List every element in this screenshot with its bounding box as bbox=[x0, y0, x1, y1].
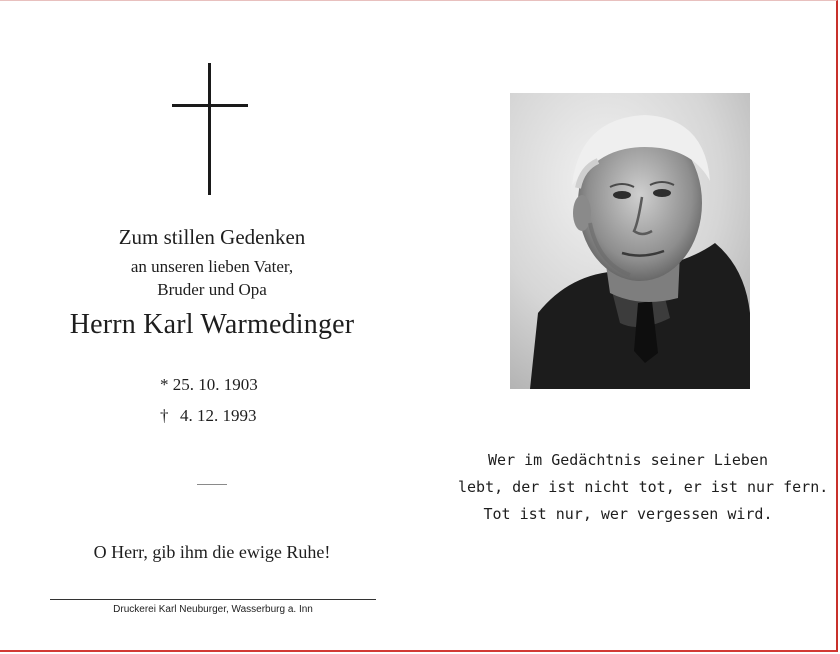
prayer: O Herr, gib ihm die ewige Ruhe! bbox=[93, 542, 331, 562]
dagger-icon: † bbox=[160, 406, 169, 425]
subline-relation: an unseren lieben Vater, bbox=[130, 257, 294, 276]
separator bbox=[197, 484, 227, 485]
birth-date: * 25. 10. 1903 bbox=[160, 375, 258, 394]
cross-icon bbox=[172, 63, 248, 195]
death-line bbox=[160, 406, 257, 426]
subline-family: Bruder und Opa bbox=[157, 280, 267, 299]
deceased-name: Herrn Karl Warmedinger bbox=[69, 309, 355, 340]
quote-line: Wer im Gedächtnis seiner Lieben bbox=[488, 451, 768, 469]
death-date: 4. 12. 1993 bbox=[180, 406, 257, 425]
printer-credit: Druckerei Karl Neuburger, Wasserburg a. Inn bbox=[113, 604, 313, 615]
footer-rule bbox=[50, 599, 376, 600]
portrait-photo bbox=[510, 93, 750, 389]
quote-line: Tot ist nur, wer vergessen wird. bbox=[483, 505, 773, 523]
heading: Zum stillen Gedenken bbox=[118, 225, 306, 249]
memorial-quote bbox=[458, 447, 829, 528]
quote-line: lebt, der ist nicht tot, er ist nur fern. bbox=[458, 478, 829, 496]
